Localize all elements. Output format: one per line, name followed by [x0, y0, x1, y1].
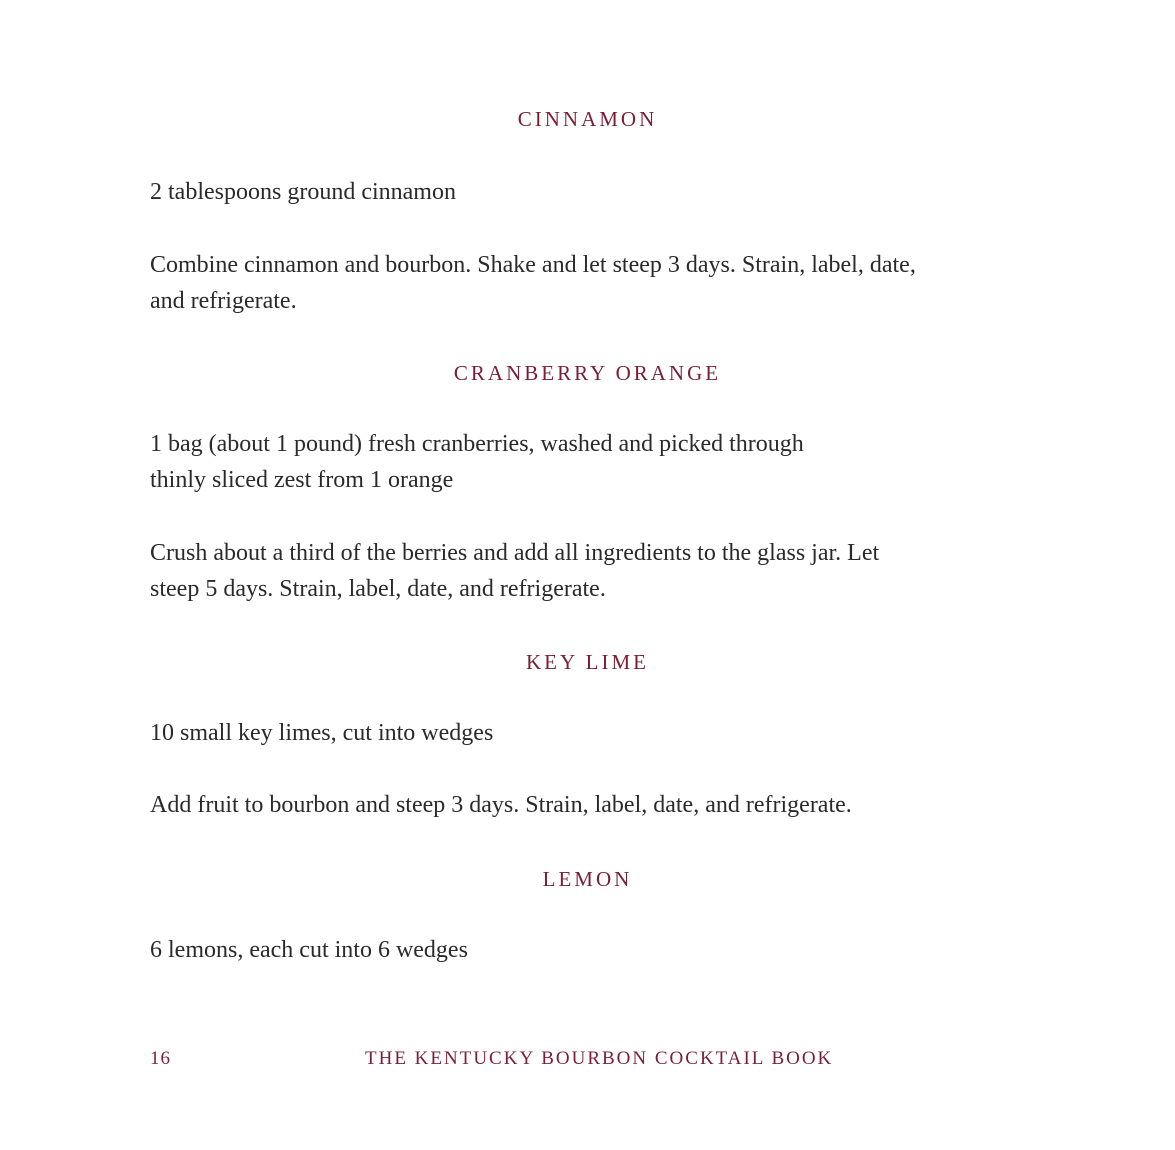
- instructions-key-lime: [150, 787, 1040, 823]
- instruction-line: steep 5 days. Strain, label, date, and refrigerate.: [150, 576, 606, 602]
- ingredient-line: 1 bag (about 1 pound) fresh cranberries, washed and picked through: [150, 431, 804, 457]
- ingredients-cranberry-orange: [150, 426, 1040, 498]
- ingredient-line: 6 lemons, each cut into 6 wedges: [150, 937, 468, 963]
- instruction-line: and refrigerate.: [150, 288, 297, 314]
- ingredient-line: 10 small key limes, cut into wedges: [150, 720, 494, 746]
- page-number: 16: [150, 1048, 171, 1069]
- ingredients-cinnamon: [150, 174, 1040, 210]
- instructions-cinnamon: [150, 247, 1040, 319]
- section-heading-cranberry-orange: CRANBERRY ORANGE: [453, 361, 722, 385]
- ingredient-line: thinly sliced zest from 1 orange: [150, 467, 454, 493]
- instruction-line: Combine cinnamon and bourbon. Shake and let steep 3 days. Strain, label, date,: [150, 252, 916, 278]
- instruction-line: Crush about a third of the berries and add all ingredients to the glass jar. Let: [150, 540, 880, 566]
- ingredient-line: 2 tablespoons ground cinnamon: [150, 179, 456, 205]
- instructions-cranberry-orange: [150, 535, 1040, 607]
- ingredients-key-lime: [150, 715, 1040, 751]
- section-heading-key-lime: KEY LIME: [526, 650, 649, 674]
- running-footer-book-title: THE KENTUCKY BOURBON COCKTAIL BOOK: [365, 1048, 834, 1069]
- instruction-line: Add fruit to bourbon and steep 3 days. Strain, label, date, and refrigerate.: [150, 792, 852, 818]
- section-heading-cinnamon: CINNAMON: [517, 107, 658, 131]
- section-heading-lemon: LEMON: [542, 867, 633, 891]
- ingredients-lemon: [150, 932, 1040, 968]
